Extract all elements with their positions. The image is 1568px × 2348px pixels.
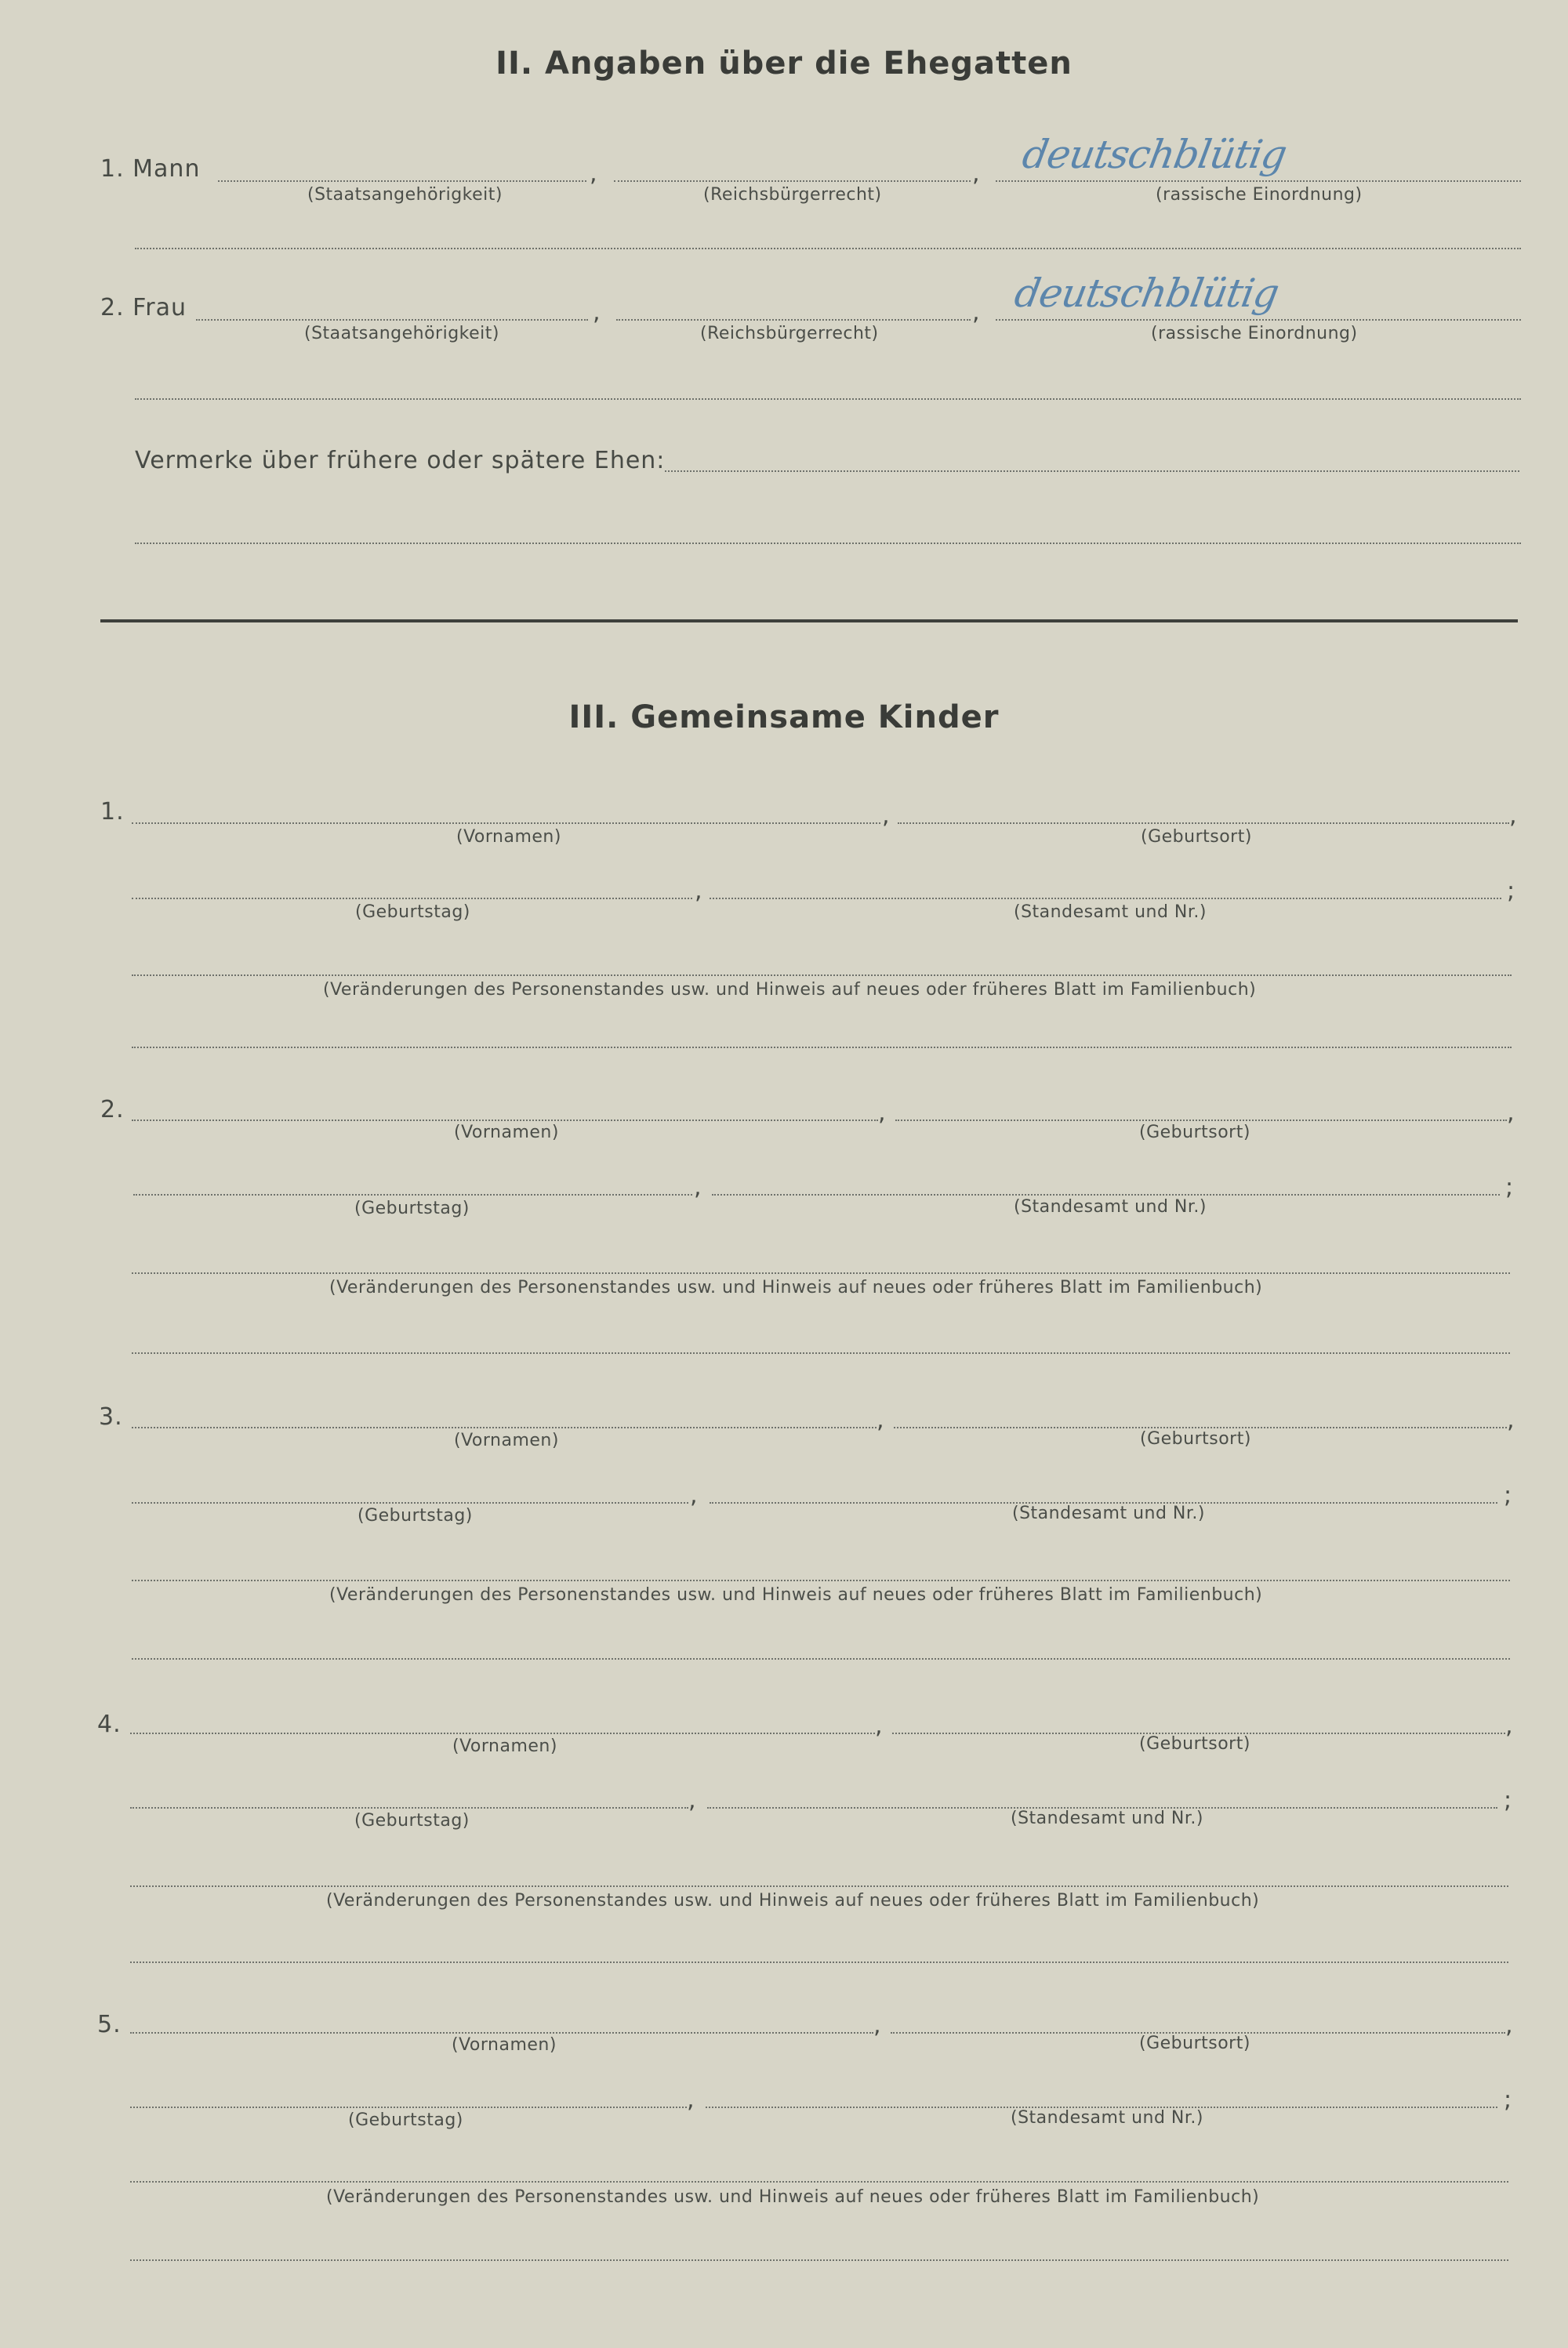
wife-reich-citizenship-field[interactable] — [616, 319, 971, 321]
child-extra-line[interactable] — [132, 1658, 1510, 1660]
comma: , — [694, 1174, 702, 1201]
child-birthday-caption: (Geburtstag) — [348, 2110, 463, 2130]
child-birthplace-field[interactable] — [895, 1120, 1507, 1121]
child-number: 2. — [100, 1096, 125, 1123]
comma: , — [593, 299, 601, 326]
child-registry-field[interactable] — [712, 1194, 1500, 1196]
section-2-title: II. Angaben über die Ehegatten — [495, 45, 1073, 82]
child-changes-caption: (Veränderungen des Personenstandes usw. und Hinweis auf neues oder früheres Blatt im Familienbuch) — [329, 1278, 1263, 1297]
comma: , — [877, 1406, 884, 1434]
comma: , — [1507, 1099, 1515, 1127]
wife-citizenship-field[interactable] — [196, 319, 588, 321]
child-extra-line[interactable] — [132, 1352, 1510, 1354]
child-birthplace-field[interactable] — [894, 1427, 1507, 1428]
comma: , — [695, 877, 702, 905]
husband-racial-handwriting: deutschblütig — [1018, 132, 1290, 177]
child-birthday-field[interactable] — [130, 1807, 688, 1809]
child-first-names-field[interactable] — [130, 2032, 873, 2034]
child-changes-field[interactable] — [130, 2181, 1508, 2183]
child-first-names-field[interactable] — [132, 1427, 877, 1428]
child-registry-field[interactable] — [710, 898, 1501, 899]
child-extra-line[interactable] — [130, 2259, 1508, 2261]
semicolon: ; — [1504, 2086, 1512, 2114]
wife-racial-caption: (rassische Einordnung) — [1151, 324, 1358, 343]
comma: , — [1507, 1406, 1515, 1434]
child-first-names-field[interactable] — [132, 1120, 878, 1121]
comma: , — [688, 1787, 696, 1814]
child-birthday-caption: (Geburtstag) — [358, 1506, 473, 1526]
child-changes-field[interactable] — [132, 1580, 1510, 1581]
husband-racial-caption: (rassische Einordnung) — [1156, 185, 1363, 205]
husband-reich-citizenship-caption: (Reichsbürgerrecht) — [703, 185, 882, 205]
child-birthplace-caption: (Geburtsort) — [1140, 1429, 1251, 1449]
child-birthday-field[interactable] — [132, 898, 692, 899]
comma: , — [882, 802, 890, 829]
child-birthday-caption: (Geburtstag) — [354, 1199, 470, 1218]
husband-racial-field[interactable] — [996, 180, 1521, 182]
husband-label: 1. Mann — [100, 155, 201, 183]
child-extra-line[interactable] — [132, 1047, 1512, 1048]
child-first-names-caption: (Vornamen) — [452, 2035, 557, 2055]
wife-racial-handwriting: deutschblütig — [1011, 270, 1283, 316]
child-changes-caption: (Veränderungen des Personenstandes usw. und Hinweis auf neues oder früheres Blatt im Familienbuch) — [329, 1585, 1263, 1605]
child-changes-field[interactable] — [132, 974, 1512, 976]
semicolon: ; — [1504, 1482, 1512, 1509]
husband-citizenship-caption: (Staatsangehörigkeit) — [307, 185, 503, 205]
semicolon: ; — [1505, 1174, 1514, 1201]
child-changes-caption: (Veränderungen des Personenstandes usw. und Hinweis auf neues oder früheres Blatt im Familienbuch) — [326, 2187, 1260, 2207]
comma: , — [1509, 802, 1517, 829]
wife-citizenship-caption: (Staatsangehörigkeit) — [304, 324, 499, 343]
child-number: 4. — [97, 1711, 122, 1738]
section-divider — [100, 619, 1518, 622]
comma: , — [875, 1712, 883, 1740]
remarks-label: Vermerke über frühere oder spätere Ehen: — [135, 447, 666, 474]
husband-extra-line[interactable] — [135, 248, 1521, 249]
comma: , — [690, 1482, 698, 1509]
semicolon: ; — [1504, 1787, 1512, 1814]
child-birthplace-caption: (Geburtsort) — [1139, 1123, 1250, 1142]
semicolon: ; — [1507, 877, 1515, 905]
husband-citizenship-field[interactable] — [218, 180, 586, 182]
child-changes-field[interactable] — [132, 1272, 1510, 1274]
child-first-names-caption: (Vornamen) — [454, 1431, 559, 1450]
wife-reich-citizenship-caption: (Reichsbürgerrecht) — [700, 324, 879, 343]
remarks-field[interactable] — [665, 470, 1519, 472]
child-birthplace-caption: (Geburtsort) — [1139, 1734, 1250, 1754]
child-extra-line[interactable] — [130, 1962, 1508, 1963]
child-registry-caption: (Standesamt und Nr.) — [1011, 2108, 1203, 2128]
child-birthplace-caption: (Geburtsort) — [1141, 827, 1252, 847]
child-number: 1. — [100, 798, 125, 826]
comma: , — [687, 2086, 695, 2114]
comma: , — [590, 160, 597, 187]
child-changes-field[interactable] — [130, 1885, 1508, 1887]
child-first-names-field[interactable] — [130, 1733, 875, 1734]
child-first-names-caption: (Vornamen) — [454, 1123, 559, 1142]
comma: , — [972, 160, 980, 187]
wife-label: 2. Frau — [100, 294, 187, 321]
child-birthday-field[interactable] — [132, 1502, 688, 1504]
section-3-title: III. Gemeinsame Kinder — [568, 699, 1000, 735]
child-first-names-caption: (Vornamen) — [456, 827, 561, 847]
comma: , — [972, 299, 980, 326]
child-birthday-field[interactable] — [133, 1194, 692, 1196]
comma: , — [873, 2012, 881, 2039]
child-registry-caption: (Standesamt und Nr.) — [1012, 1504, 1205, 1523]
child-birthplace-caption: (Geburtsort) — [1139, 2034, 1250, 2053]
child-registry-caption: (Standesamt und Nr.) — [1014, 902, 1207, 922]
child-first-names-field[interactable] — [132, 822, 880, 824]
comma: , — [1505, 2012, 1513, 2039]
child-registry-caption: (Standesamt und Nr.) — [1014, 1197, 1207, 1217]
remarks-extra-line[interactable] — [135, 543, 1521, 544]
wife-racial-field[interactable] — [996, 319, 1521, 321]
comma: , — [1505, 1712, 1513, 1740]
child-birthday-caption: (Geburtstag) — [354, 1811, 470, 1831]
child-registry-caption: (Standesamt und Nr.) — [1011, 1809, 1203, 1828]
child-birthday-caption: (Geburtstag) — [355, 902, 470, 922]
child-number: 3. — [99, 1403, 123, 1431]
child-birthplace-field[interactable] — [898, 822, 1509, 824]
wife-extra-line[interactable] — [135, 398, 1521, 400]
child-first-names-caption: (Vornamen) — [452, 1737, 557, 1756]
child-changes-caption: (Veränderungen des Personenstandes usw. und Hinweis auf neues oder früheres Blatt im Familienbuch) — [326, 1891, 1260, 1911]
child-number: 5. — [97, 2011, 122, 2038]
child-birthday-field[interactable] — [130, 2107, 687, 2108]
comma: , — [878, 1099, 886, 1127]
husband-reich-citizenship-field[interactable] — [614, 180, 971, 182]
child-changes-caption: (Veränderungen des Personenstandes usw. und Hinweis auf neues oder früheres Blatt im Familienbuch) — [323, 980, 1257, 1000]
